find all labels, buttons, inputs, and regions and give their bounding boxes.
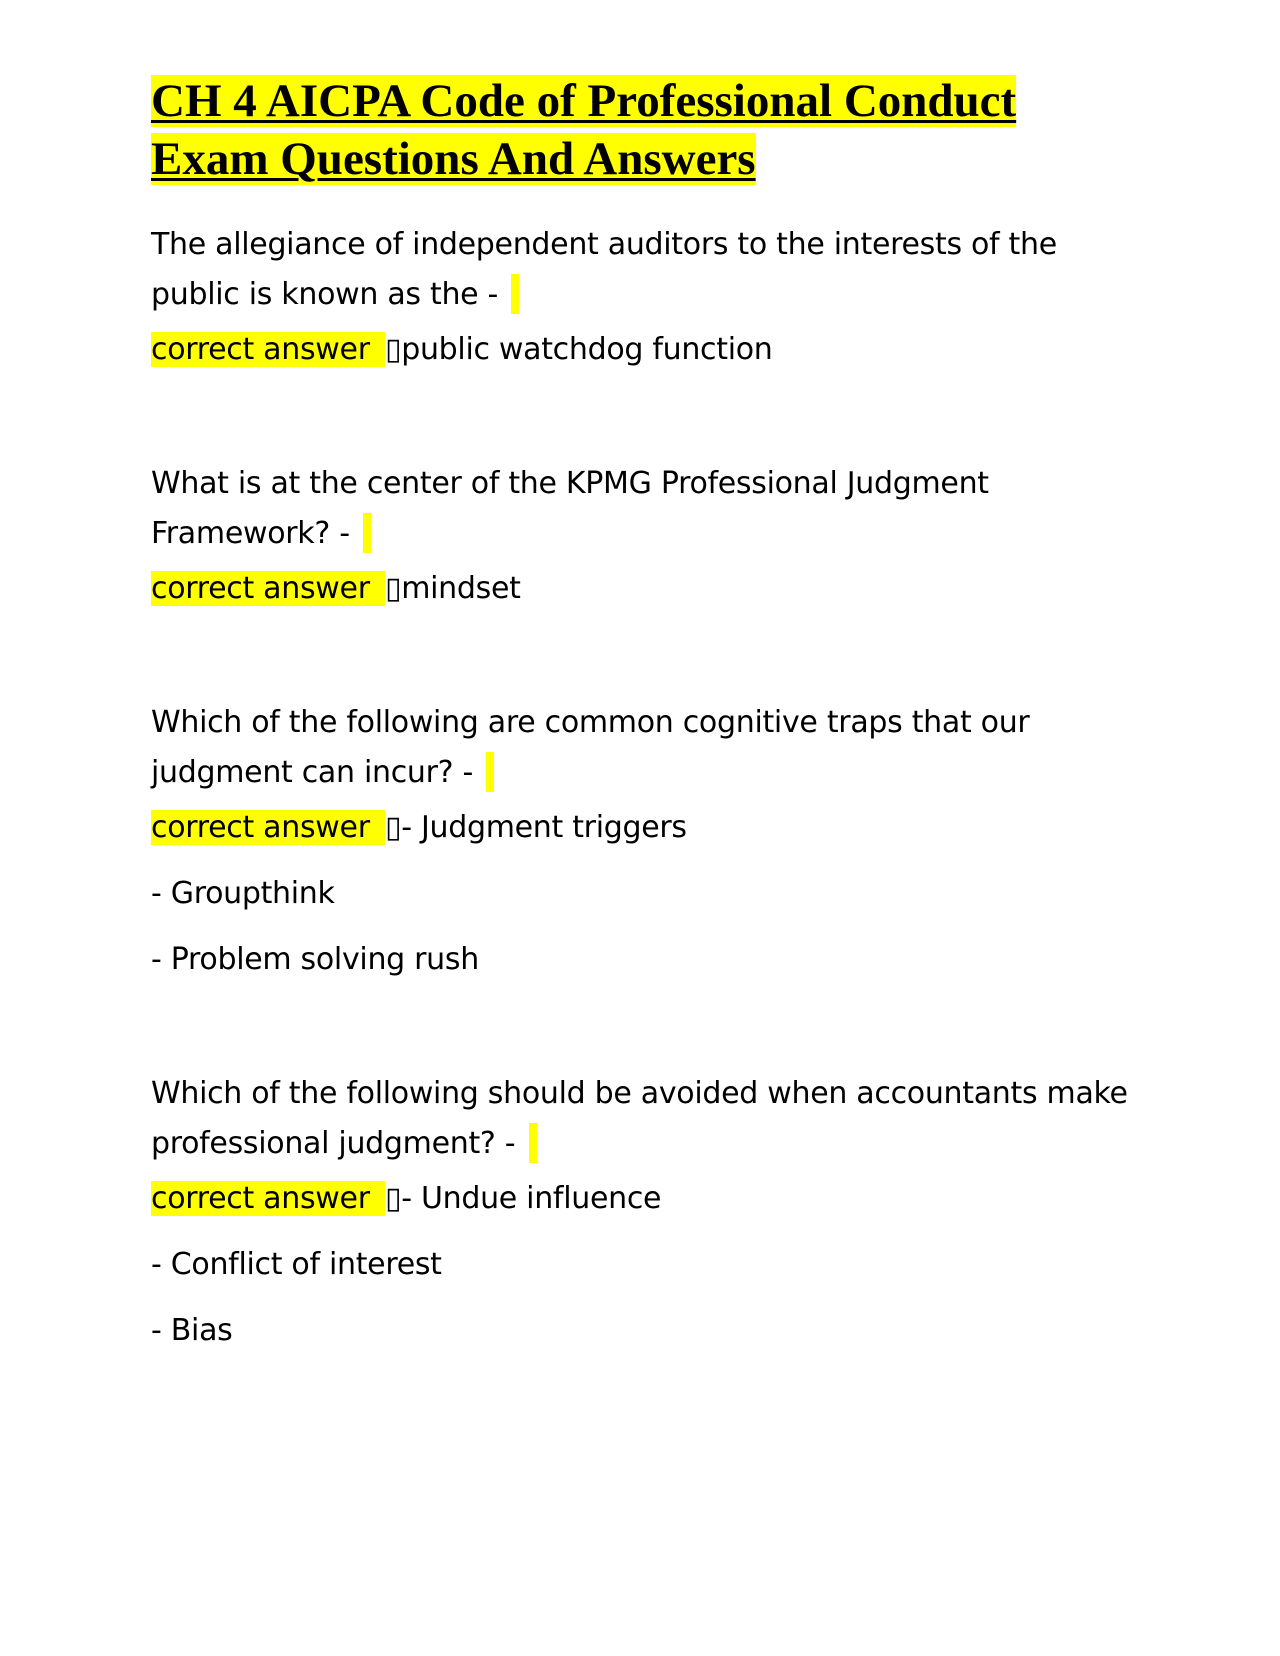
qa-item-4 <box>151 1069 1131 1356</box>
answer-2-text: mindset <box>401 571 521 606</box>
title-line-1: CH 4 AICPA Code of Professional Conduct <box>151 75 1017 127</box>
answer-1-text: public watchdog function <box>401 332 773 367</box>
correct-answer-label: correct answer <box>151 810 385 845</box>
question-3-line-1: Which of the following are common cognitive traps that our <box>151 705 1030 740</box>
question-3 <box>151 698 1131 798</box>
question-4-line-2: professional judgment? - <box>151 1126 525 1161</box>
correct-answer-label: correct answer <box>151 1181 385 1216</box>
answer-3-extra-1: - Groupthink <box>151 876 335 911</box>
document-title <box>151 72 1131 188</box>
question-2-line-1: What is at the center of the KPMG Professional Judgment <box>151 466 989 501</box>
qa-item-2 <box>151 459 1131 614</box>
document-page <box>151 72 1131 1356</box>
answer-1 <box>151 325 1131 375</box>
answer-4-extra-2: - Bias <box>151 1313 233 1348</box>
highlight-marker <box>486 752 494 792</box>
answer-3 <box>151 803 1131 853</box>
question-4-line-1: Which of the following should be avoided when accountants make <box>151 1076 1128 1111</box>
answer-2 <box>151 564 1131 614</box>
correct-answer-label: correct answer <box>151 332 385 367</box>
arrow-glyph-icon: ▯ <box>384 571 402 606</box>
highlight-marker <box>363 513 371 553</box>
highlight-marker <box>511 274 519 314</box>
question-3-line-2: judgment can incur? - <box>151 755 483 790</box>
qa-item-1 <box>151 220 1131 375</box>
question-1-line-2: public is known as the - <box>151 277 508 312</box>
arrow-glyph-icon: ▯ <box>384 332 402 367</box>
answer-4-text: - Undue influence <box>401 1181 662 1216</box>
answer-4 <box>151 1174 1131 1224</box>
question-2 <box>151 459 1131 559</box>
arrow-glyph-icon: ▯ <box>384 1181 402 1216</box>
arrow-glyph-icon: ▯ <box>384 810 402 845</box>
title-line-2: Exam Questions And Answers <box>151 133 756 185</box>
question-1 <box>151 220 1131 320</box>
question-1-line-1: The allegiance of independent auditors to the interests of the <box>151 227 1057 262</box>
correct-answer-label: correct answer <box>151 571 385 606</box>
answer-4-extra-1: - Conflict of interest <box>151 1247 442 1282</box>
qa-item-3 <box>151 698 1131 985</box>
question-4 <box>151 1069 1131 1169</box>
answer-3-extra-2: - Problem solving rush <box>151 942 479 977</box>
question-2-line-2: Framework? - <box>151 516 359 551</box>
answer-3-text: - Judgment triggers <box>401 810 687 845</box>
highlight-marker <box>529 1123 537 1163</box>
